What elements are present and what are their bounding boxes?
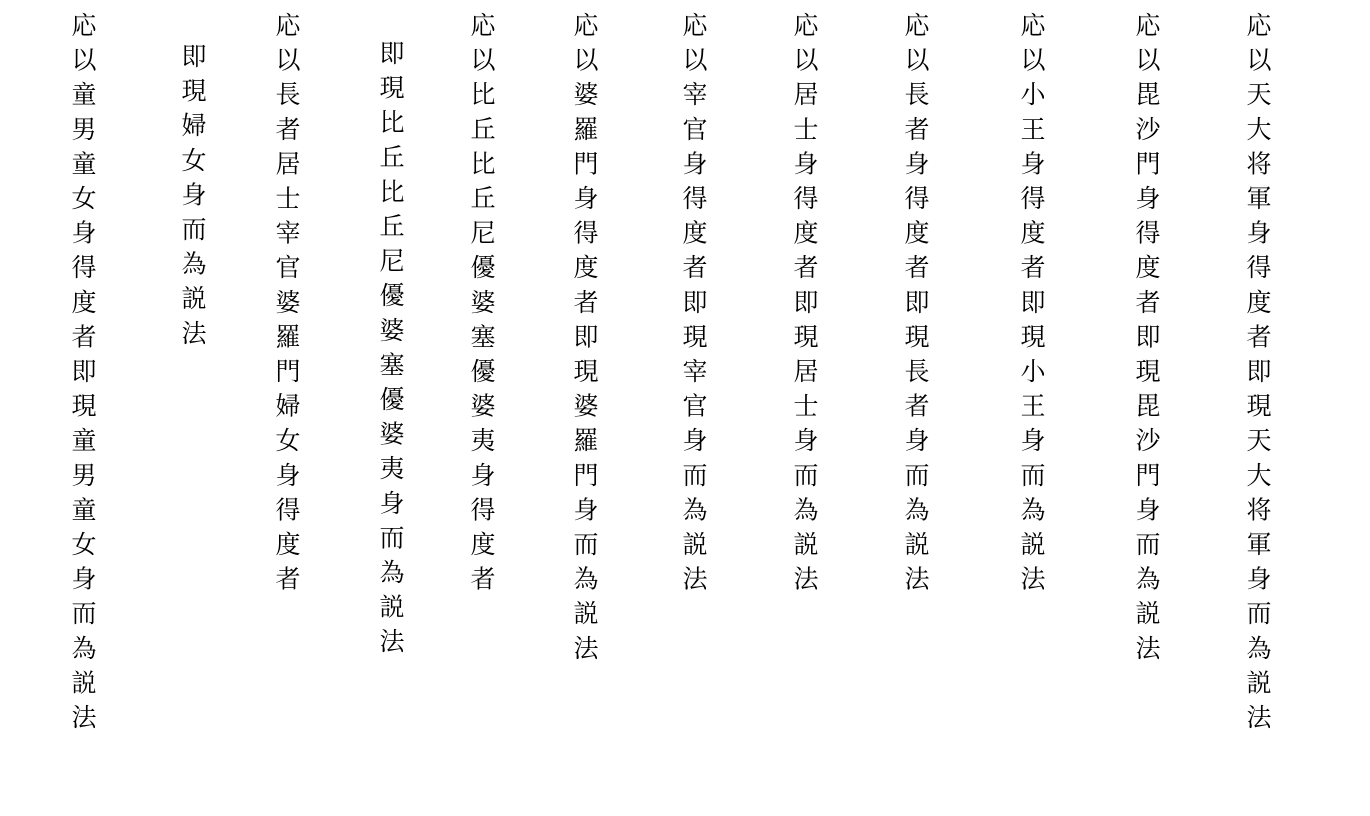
text-column-10: 応以長者居士宰官婆羅門婦女身得度者	[272, 12, 301, 601]
text-column-1: 応以天大将軍身得度者即現天大将軍身而為説法	[1243, 12, 1272, 739]
text-column-2: 応以毘沙門身得度者即現毘沙門身而為説法	[1132, 12, 1161, 670]
text-column-8: 応以比丘比丘尼優婆塞優婆夷身得度者	[467, 12, 496, 601]
text-column-6: 応以宰官身得度者即現宰官身而為説法	[679, 12, 708, 601]
text-column-4: 応以長者身得度者即現長者身而為説法	[901, 12, 930, 601]
text-column-3: 応以小王身得度者即現小王身而為説法	[1017, 12, 1046, 601]
text-column-7: 応以婆羅門身得度者即現婆羅門身而為説法	[570, 12, 599, 670]
text-column-11: 即現婦女身而為説法	[178, 43, 207, 355]
text-column-12: 応以童男童女身得度者即現童男童女身而為説法	[68, 12, 97, 739]
text-column-9: 即現比丘比丘尼優婆塞優婆夷身而為説法	[376, 40, 405, 663]
text-column-5: 応以居士身得度者即現居士身而為説法	[790, 12, 819, 601]
